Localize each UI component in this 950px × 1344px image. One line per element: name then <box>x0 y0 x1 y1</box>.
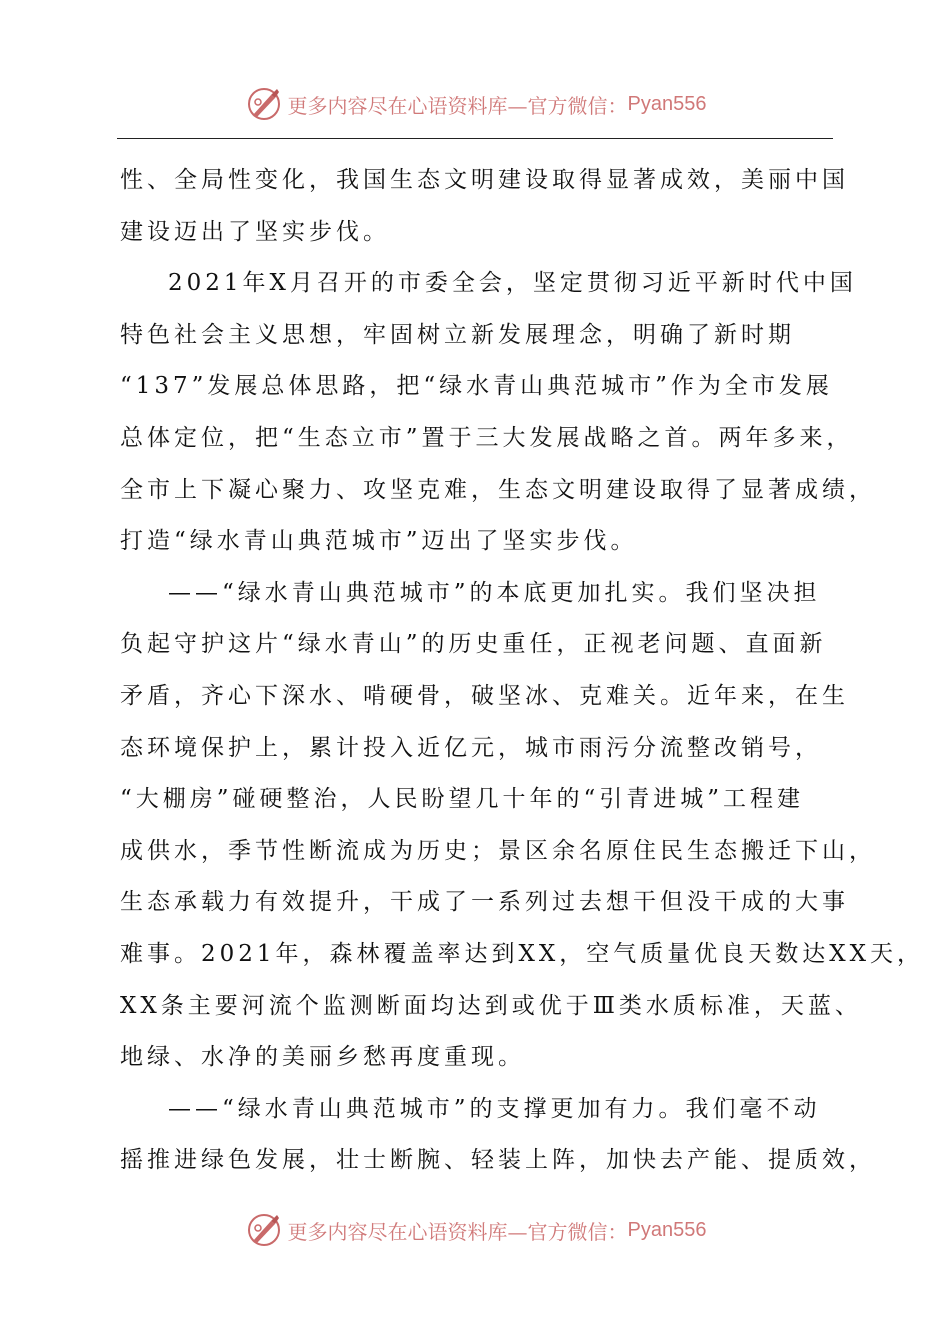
header-banner <box>0 82 950 126</box>
text-line: 难事。2021年，森林覆盖率达到XX，空气质量优良天数达XX天， <box>120 940 925 967</box>
text-line: 性、全局性变化，我国生态文明建设取得显著成效，美丽中国 <box>120 167 849 193</box>
text-line: 2021年X月召开的市委全会，坚定贯彻习近平新时代中国 <box>168 270 857 297</box>
text-line: “137”发展总体思路，把“绿水青山典范城市”作为全市发展 <box>120 373 833 400</box>
text-line: 地绿、水净的美丽乡愁再度重现。 <box>120 1044 525 1071</box>
document-body <box>120 155 925 1187</box>
text-line: 成供水，季节性断流成为历史；景区余名原住民生态搬迁下山， <box>120 837 876 864</box>
text-line: 打造“绿水青山典范城市”迈出了坚实步伐。 <box>120 528 638 555</box>
text-line: 特色社会主义思想，牢固树立新发展理念，明确了新时期 <box>120 321 795 348</box>
text-line: 建设迈出了坚实步伐。 <box>120 218 390 245</box>
text-line: 矛盾，齐心下深水、啃硬骨，破坚冰、克难关。近年来，在生 <box>120 682 849 709</box>
text-line: 全市上下凝心聚力、攻坚克难，生态文明建设取得了显著成绩， <box>120 476 876 503</box>
footer-text: 更多内容尽在心语资料库—官方微信： <box>287 1219 628 1244</box>
pen-nib-logo-icon <box>244 84 284 124</box>
text-line: ——“绿水青山典范城市”的本底更加扎实。我们坚决担 <box>168 579 821 606</box>
footer-wechat-id: Pyan556 <box>627 1218 707 1241</box>
text-line: 生态承载力有效提升，干成了一系列过去想干但没干成的大事 <box>120 889 849 916</box>
text-line: 态环境保护上，累计投入近亿元，城市雨污分流整改销号， <box>120 734 822 761</box>
footer-banner <box>0 1208 950 1252</box>
text-line: “大棚房”碰硬整治，人民盼望几十年的“引青进城”工程建 <box>120 786 805 813</box>
text-line: 摇推进绿色发展，壮士断腕、轻装上阵，加快去产能、提质效， <box>120 1147 876 1174</box>
header-wechat-id: Pyan556 <box>627 92 707 115</box>
text-line: ——“绿水青山典范城市”的支撑更加有力。我们毫不动 <box>168 1095 821 1122</box>
text-line: 总体定位，把“生态立市”置于三大发展战略之首。两年多来， <box>120 424 854 451</box>
pen-nib-logo-icon <box>244 1210 284 1250</box>
text-line: 负起守护这片“绿水青山”的历史重任，正视老问题、直面新 <box>120 631 827 658</box>
text-line: XX条主要河流个监测断面均达到或优于Ⅲ类水质标准，天蓝、 <box>120 992 862 1019</box>
header-text: 更多内容尽在心语资料库—官方微信： <box>287 93 628 118</box>
header-rule <box>117 138 833 139</box>
